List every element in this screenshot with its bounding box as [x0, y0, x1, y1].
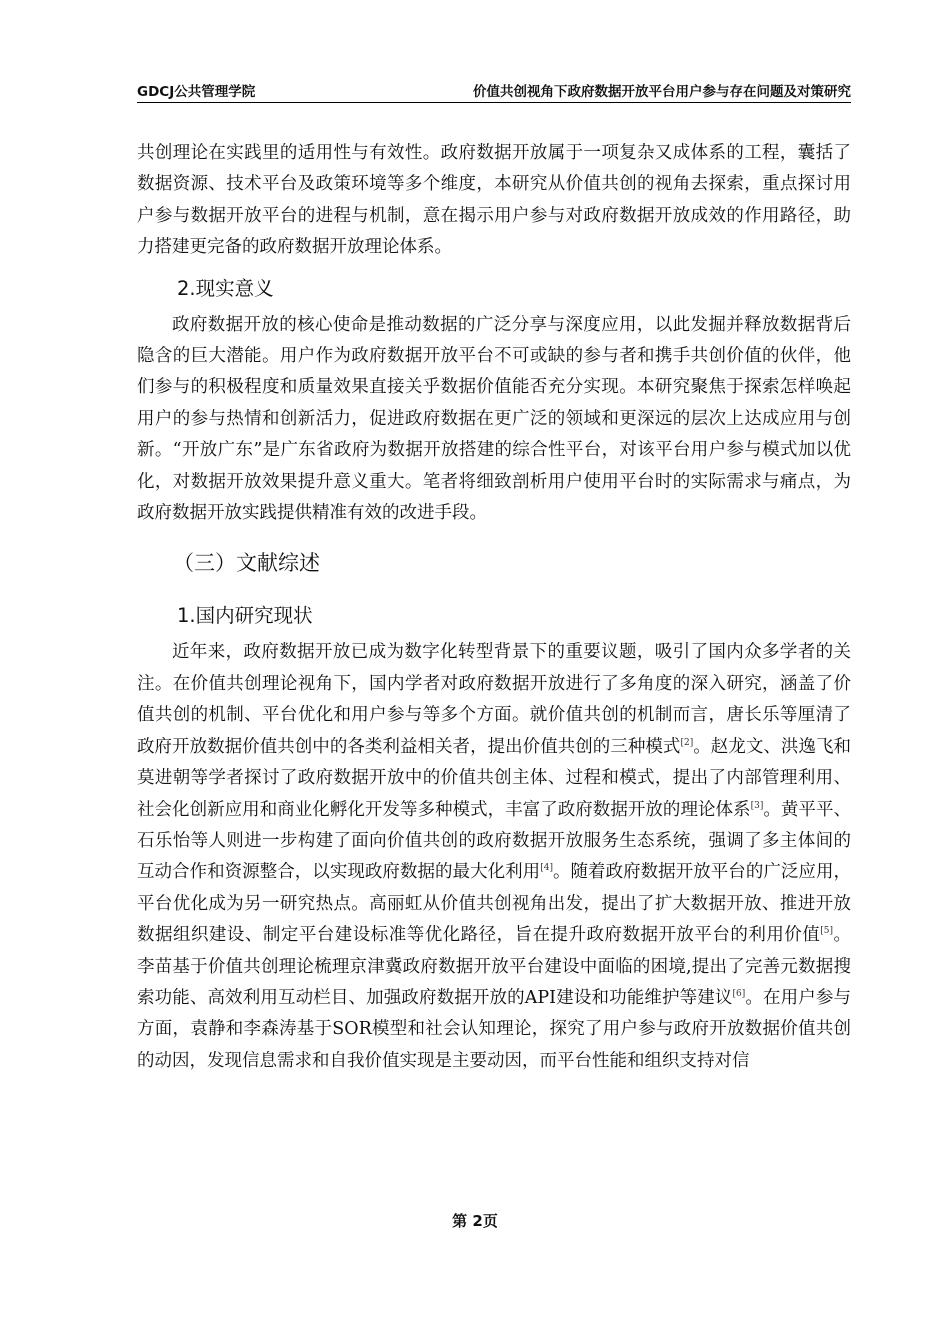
running-header	[137, 76, 851, 102]
text-segment: 。赵龙文、洪逸飞和莫进朝等学者探讨了政府数据开放中的价值共创主体、过程和模式，提出了内部管理利用、社会化创新应用和商业化孵化开发等多种模式，丰富了政府数据开放的理论体系	[137, 736, 851, 820]
paragraph-practical-significance: 政府数据开放的核心使命是推动数据的广泛分享与深度应用，以此发掘并释放数据背后隐含的巨大潜能。用户作为政府数据开放平台不可或缺的参与者和携手共创价值的伙伴，他们参与的积极程度和质量效果直接关乎数据价值能否充分实现。本研究聚焦于探索怎样唤起用户的参与热情和创新活力，促进政府数据在更广泛的领域和更深远的层次上达成应用与创新。“开放广东”是广东省政府为数据开放搭建的综合性平台，对该平台用户参与模式加以优化，对数据开放效果提升意义重大。笔者将细致剖析用户使用平台时的实际需求与痛点，为政府数据开放实践提供精准有效的改进手段。	[137, 314, 851, 524]
paragraph-theoretical-continuation: 共创理论在实践里的适用性与有效性。政府数据开放属于一项复杂又成体系的工程，囊括了数据资源、技术平台及政策环境等多个维度，本研究从价值共创的视角去探索，重点探讨用户参与数据开放平台的进程与机制，意在揭示用户参与对政府数据开放成效的作用路径，助力搭建更完备的政府数据开放理论体系。	[137, 143, 851, 258]
citation-4: [4]	[540, 863, 553, 874]
header-thesis-title: 价值共创视角下政府数据开放平台用户参与存在问题及对策研究	[473, 84, 851, 100]
heading-literature-review: （三）文献综述	[173, 551, 320, 576]
paragraph-domestic-research	[137, 637, 851, 1077]
text-segment: 。随着政府数据开放平台的广泛应用，平台优化成为另一研究热点。高丽虹从价值共创视角出发，提出了扩大数据开放、推进开放数据组织建设、制定平台建设标准等优化路径，旨在提升政府数据开放平台的利用价值	[137, 862, 851, 946]
citation-5: [5]	[820, 926, 834, 937]
header-rule	[137, 102, 851, 103]
page-number: 第 2页	[452, 1212, 498, 1230]
heading-practical-significance: 2.现实意义	[177, 276, 274, 300]
citation-2: [2]	[680, 737, 694, 748]
text-segment: 。 李苗基于价值共创理论梳理京津冀政府数据开放平台建设中面临的困境,提出了完善元数据搜索功能、高效利用互动栏目、加强政府数据开放的API建设和功能维护等建议	[137, 925, 852, 1008]
heading-domestic-research: 1.国内研究现状	[177, 604, 313, 628]
citation-6: [6]	[732, 988, 746, 999]
citation-3: [3]	[750, 800, 764, 811]
text-segment: 。在用户参与方面，袁静和李森涛基于SOR模型和社会认知理论，探究了用户参与政府开放数据价值共创的动因，发现信息需求和自我价值实现是主要动因，而平台性能和组织支持对信	[137, 987, 852, 1071]
header-institution: GDCJ公共管理学院	[137, 84, 256, 100]
page-body	[137, 138, 851, 1077]
text-segment: 近年来，政府数据开放已成为数字化转型背景下的重要议题，吸引了国内众多学者的关注。在价值共创理论视角下，国内学者对政府数据开放进行了多角度的深入研究，涵盖了价值共创的机制、平台优化和用户参与等多个方面。就价值共创的机制而言，唐长乐等厘清了政府开放数据价值共创中的各类利益相关者，提出价值共创的三种模式	[137, 642, 851, 757]
text-segment: 。黄平平、石乐怡等人则进一步构建了面向价值共创的政府数据开放服务生态系统，强调了多主体间的互动合作和资源整合，以实现政府数据的最大化利用	[137, 799, 851, 883]
